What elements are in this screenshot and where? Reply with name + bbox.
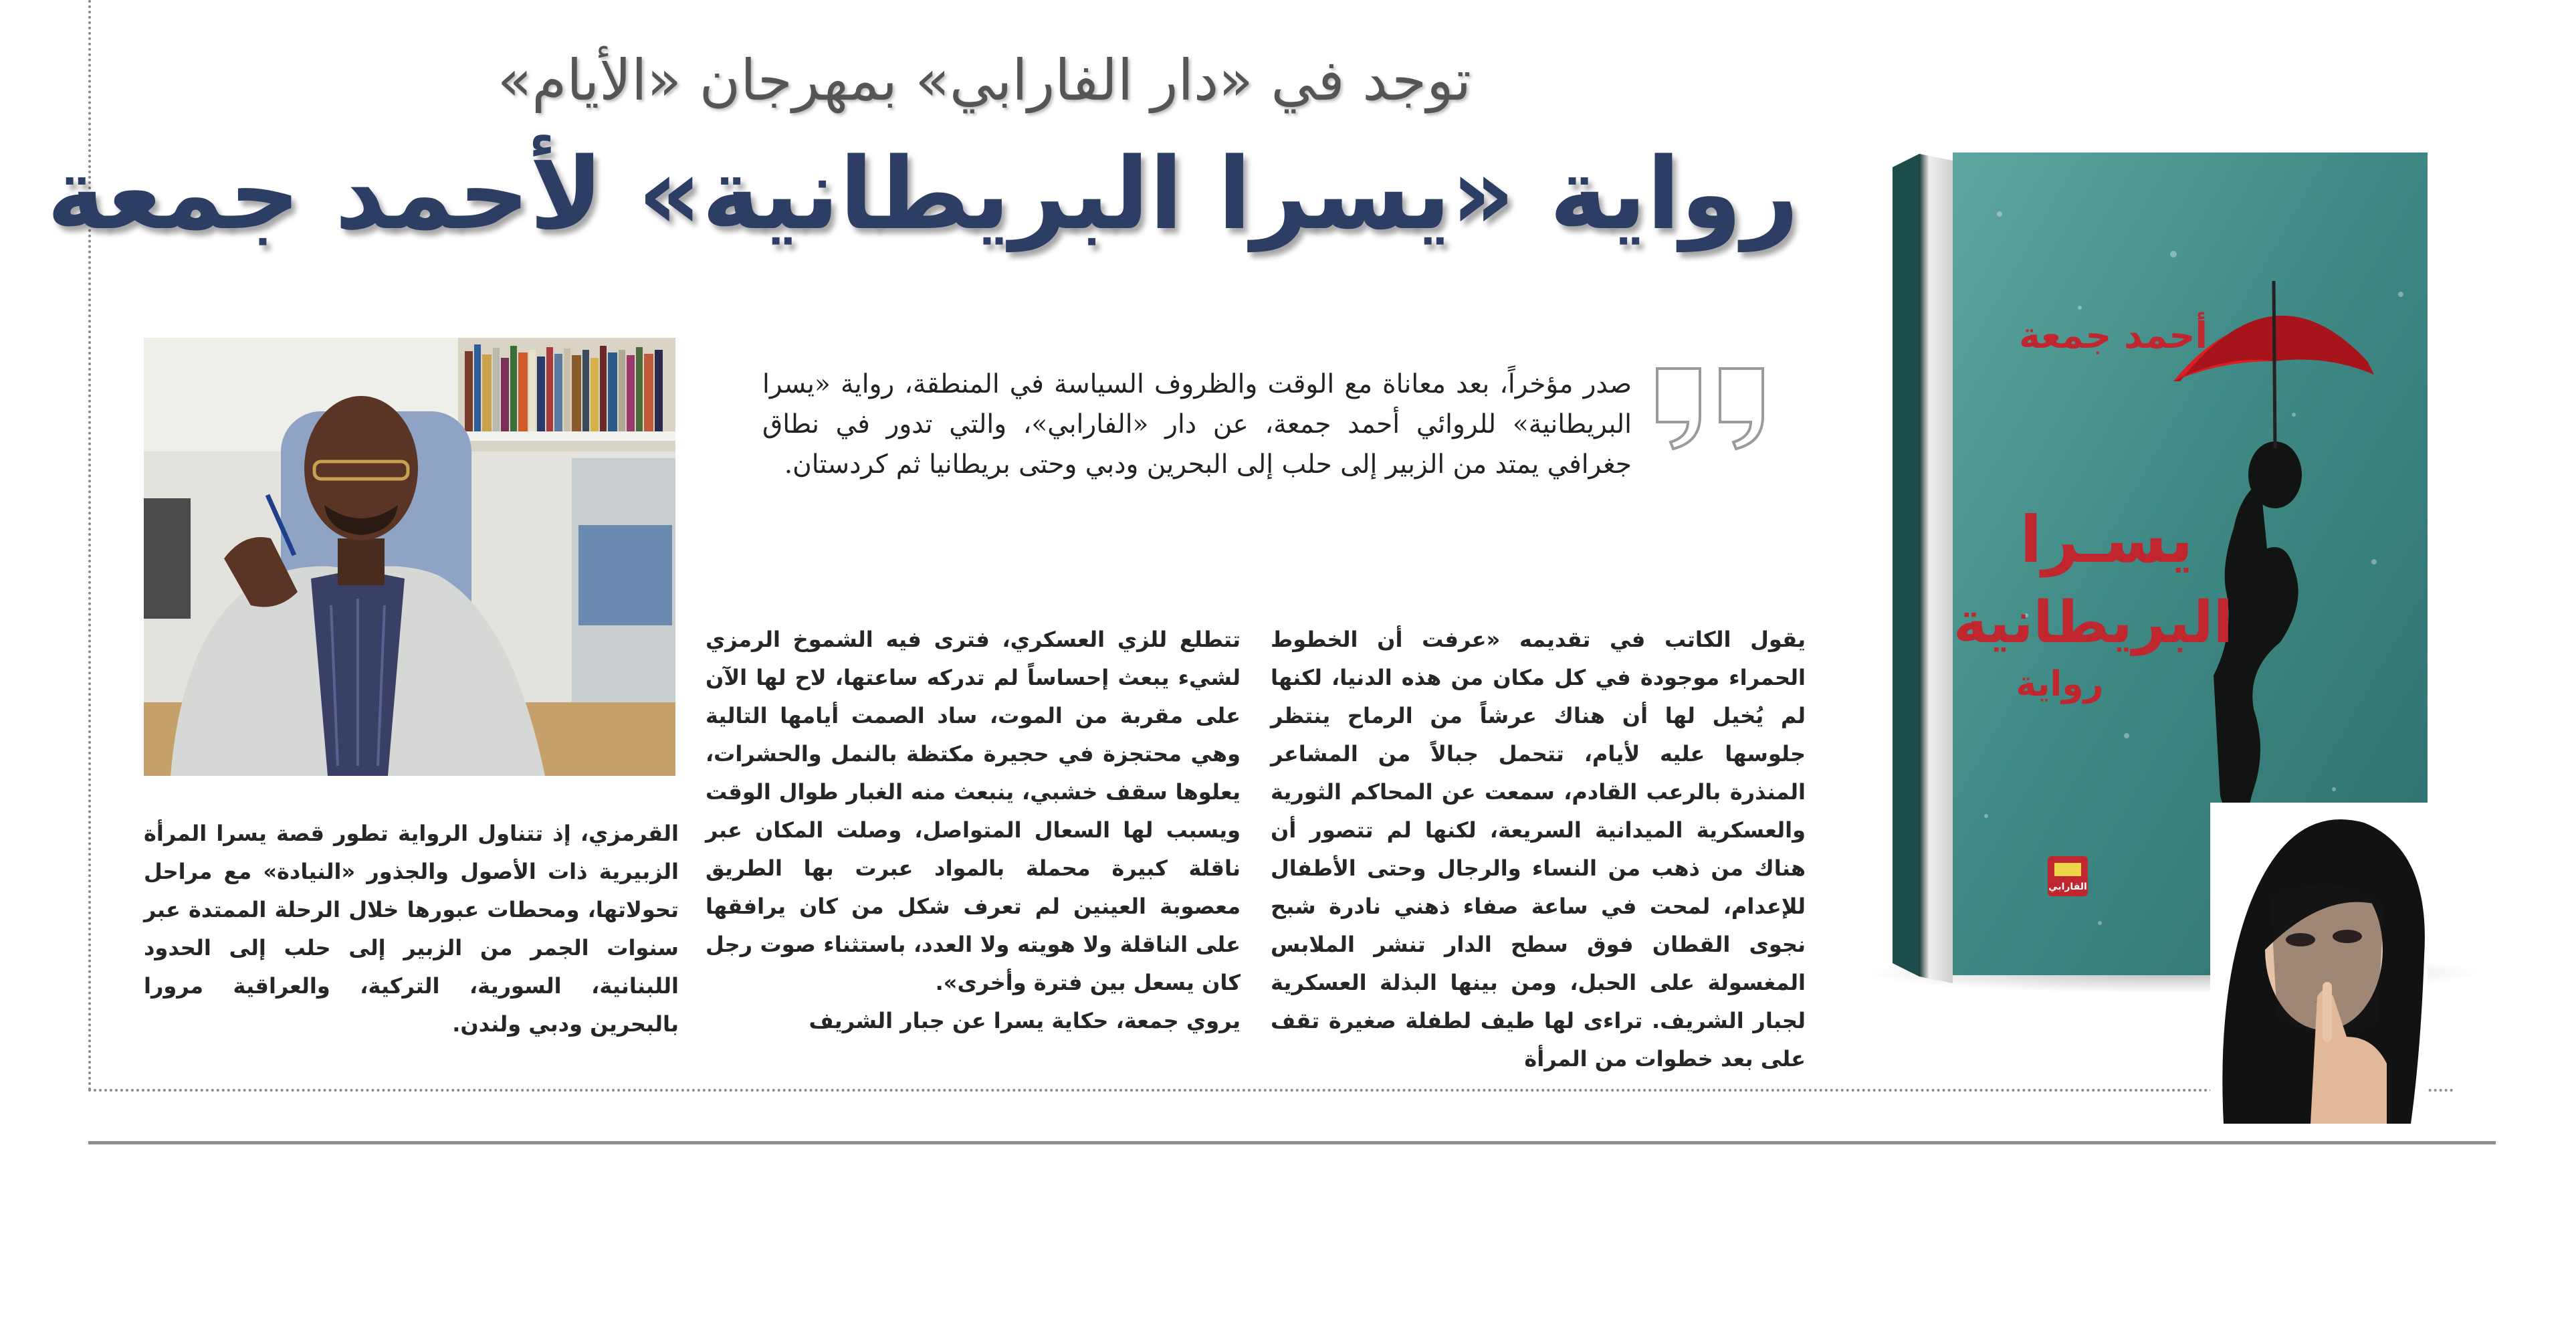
column-2-text-continued: يروي جمعة، حكاية يسرا عن جبار الشريف [809,1008,1241,1033]
publisher-logo-text: الفارابي [2048,882,2087,892]
article-column-1 [1271,621,1806,1078]
book-cover-author: أحمد جمعة [2019,314,2208,357]
quote-mark-icon [1652,365,1772,451]
section-divider [88,1141,2496,1144]
article-column-2 [706,621,1241,1040]
article-column-3 [144,815,679,1043]
book-cover-title-line1: يسـرا [2020,502,2193,577]
column-1-text: يقول الكاتب في تقديمه «عرفت أن الخطوط الحمراء موجودة في كل مكان من هذه الدنيا، لكنها لم يُخيل لها أن هناك عرشاً من الرماح ينتظر جلوسها عليه لأيام، تتحمل جبالاً من المشاعر المنذرة بالرعب القادم، سمعت عن المحاكم الثورية والعسكرية الميدانية السريعة، لكنها لم تتصور أن هناك من ذهب من النساء والرجال وحتى الأطفال للإعدام، لمحت في ساعة صفاء ذهني نادرة شبح نجوى القطان فوق سطح الدار تنشر الملابس المغسولة على الحبل، ومن بينها البذلة العسكرية لجبار الشريف. تراءى لها طيف لطفلة صغيرة تقف على بعد خطوات من المرأة [1271,627,1806,1072]
column-3-text: القرمزي، إذ تتناول الرواية تطور قصة يسرا المرأة الزبيرية ذات الأصول والجذور «النيادة» مع مراحل تحولاتها، ومحطات عبورها خلال الرحلة الممتدة عبر سنوات الجمر من الزبير إلى حلب إلى الحدود اللبنانية، السورية، التركية، والعراقية مرورا بالبحرين ودبي ولندن. [144,821,679,1037]
woman-illustration [2210,803,2428,1124]
article-lead: صدر مؤخراً، بعد معاناة مع الوقت والظروف السياسة في المنطقة، رواية «يسرا البريطانية» للروائي أحمد جمعة، عن دار «الفارابي»، والتي تدور في نطاق جغرافي يمتد من الزبير إلى حلب إلى البحرين ودبي وحتى بريطانيا ثم كردستان. [762,369,1632,480]
article-headline: رواية «يسرا البريطانية» لأحمد جمعة [46,136,1799,251]
column-2-text: تتطلع للزي العسكري، فترى فيه الشموخ الرمزي لشيء يبعث إحساساً لم تدركه ساعتها، لاح لها الآن على مقربة من الموت، ساد الصمت أيامها التالية وهي محتجزة في حجيرة مكتظة بالنمل والحشرات، يعلوها سقف خشبي، ينبعث منه الغبار طوال الوقت ويسبب لها السعال المتواصل، وصلت المكان عبر ناقلة كبيرة محملة بالمواد عبرت بها الطريق معصوبة العينين لم تعرف شكل من كان يرافقها على الناقلة ولا هويته ولا العدد، باستثناء صوت رجل كان يسعل بين فترة وأخرى». [706,627,1241,995]
book-cover-title-line2: البريطانية [1953,589,2234,656]
article-kicker: توجد في «دار الفارابي» بمهرجان «الأيام» [497,47,1471,113]
page-border-bottom [88,1089,2456,1092]
book-cover-genre: رواية [2016,664,2104,704]
author-photo [144,338,675,776]
